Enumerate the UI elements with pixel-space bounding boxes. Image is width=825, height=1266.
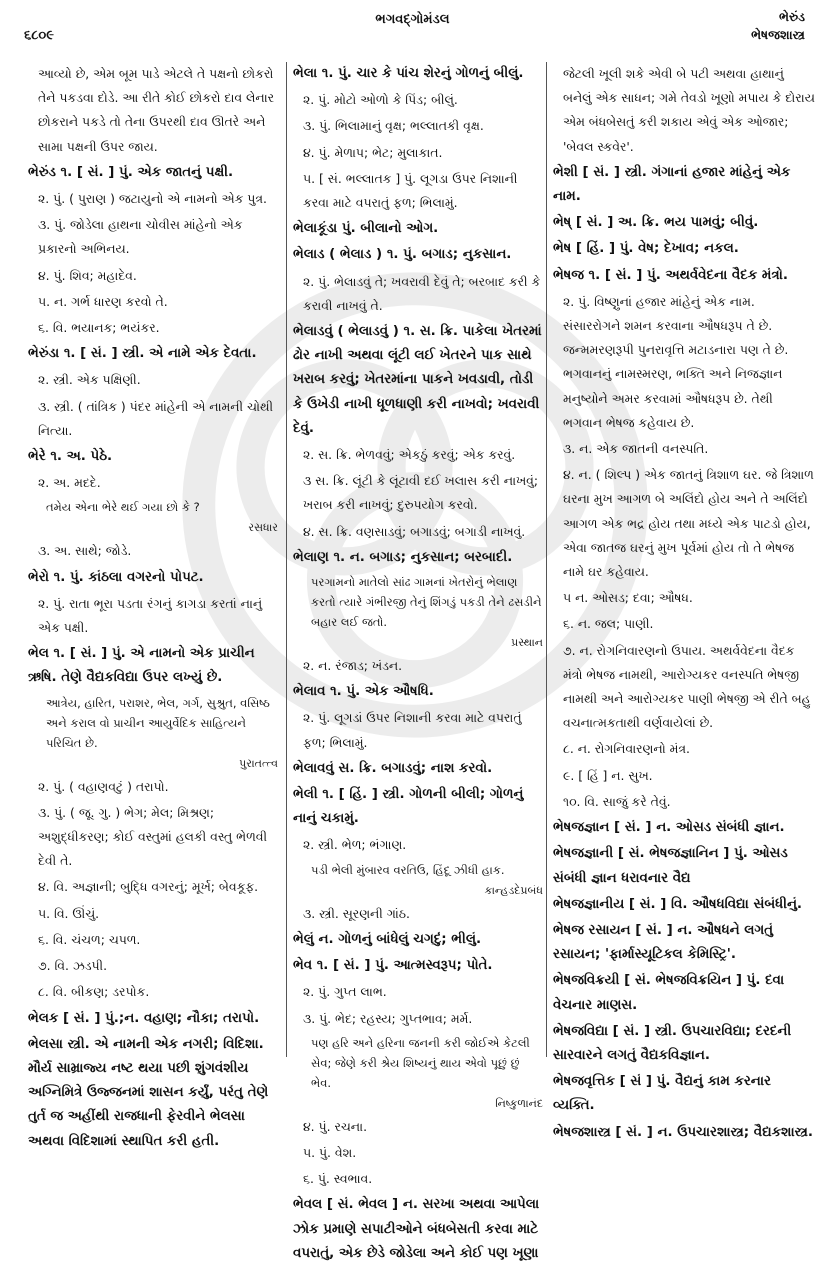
guide-word-first: ભેરુંડ xyxy=(778,9,805,24)
dictionary-entry xyxy=(28,642,278,690)
headword: ભેશી xyxy=(553,164,583,180)
dictionary-entry xyxy=(553,842,815,890)
sense-definition: ૬. વિ. ભયાનક; ભયંકર. xyxy=(38,320,160,336)
headword: ભેવલ xyxy=(293,1197,327,1213)
definition: ૧. અ. પેઠે. xyxy=(50,449,113,465)
sense-definition: ૬. વિ. ચંચળ; ચપળ. xyxy=(38,931,141,947)
headword: ભેલાડ xyxy=(293,247,330,263)
definition: [ હિં. ] પું. વેષ; દેખાવ; નકલ. xyxy=(575,241,739,257)
continued-text: જેટલી ખૂલી શકે એવી બે પટી અથવા હાથાનું બનેલું એક સાધન; ગમે તેવડો ખૂણો મપાય કે દોરાય એમ બંધબેસતું કરી શકાય એવું એક ઓજાર; 'બેવલ સ્કવેર'. xyxy=(563,66,815,154)
guide-words xyxy=(751,8,805,44)
sense-definition: ૨. સ્ત્રી. ભેળ; ભંગાણ. xyxy=(303,837,407,853)
dictionary-entry xyxy=(28,342,278,366)
dictionary-entry xyxy=(553,893,815,917)
definition: [ સં. ભેષજજ્ઞાનિન ] પું. ઓસડ સંબંધી જ્ઞાન ધરાવનાર વૈદ્ય xyxy=(553,846,788,886)
sense-definition: ૨. પું. લૂગડાં ઉપર નિશાની કરવા માટે વપરાતું ફળ; ભિલામું. xyxy=(303,710,522,750)
sense-definition: ૪. પું. શિવ; મહાદેવ. xyxy=(38,267,137,283)
headword: ભેલી xyxy=(293,787,323,803)
headword: ભેરે xyxy=(28,449,51,465)
definition: ૧. [ સં. ] પું. આત્મસ્વરૂપ; પોતે. xyxy=(316,958,493,974)
sense-definition: ૩. પું. જોડેલા હાથના ચોવીસ માંહેનો એક પ્રકારનો અભિનય. xyxy=(38,217,243,257)
column-1 xyxy=(28,62,278,1149)
sense-definition: ૧૦. વિ. સાજું કરે તેવું. xyxy=(563,793,671,809)
definition: ૧. [ હિં. ] સ્ત્રી. ગોળની બીલી; ગોળનું નાનું ચકામું. xyxy=(293,787,524,827)
headword: ભેષજ xyxy=(553,267,589,283)
column-3 xyxy=(546,62,815,1140)
headword: ભેષજજ્ઞાની xyxy=(553,846,618,862)
citation-source: રસધાર xyxy=(248,521,278,535)
sense-definition: ૭. વિ. ઝડપી. xyxy=(38,958,108,974)
definition: ( ભેલાડ ) ૧. પું. બગાડ; નુકસાન. xyxy=(329,247,512,263)
dictionary-entry xyxy=(553,1020,815,1068)
definition: [ સં. ] સ્ત્રી. ઉપચારવિદ્યા; દરદની સારવારને લગતું વૈદ્યકવિજ્ઞાન. xyxy=(553,1023,792,1063)
headword: ભેષજજ્ઞાનીય xyxy=(553,896,629,912)
definition: [ સં. ભેવલ ] ન. સરખા અથવા આપેલા ઝોક પ્રમાણે સપાટીઓને બંધબેસતી કરવા માટે વપરાતું, એક છેડે જોડેલા અને કોઈ પણ ખૂણા xyxy=(293,1197,540,1261)
sense-definition: ૨. પું. ( વહાણવટું ) તરાપો. xyxy=(38,778,169,794)
column-2 xyxy=(286,62,543,1261)
definition: ૧. [ સં. ] પું. એક જાતનું પક્ષી. xyxy=(60,164,234,180)
definition: સ. ક્રિ. બગાડવું; નાશ કરવો. xyxy=(338,760,493,776)
definition: [ સં. ] પું.;ન. વહાણ; નૌકા; તરાપો. xyxy=(62,1010,260,1026)
headword: ભેરો xyxy=(28,569,54,585)
definition: [ સં. ] સ્ત્રી. ગંગાનાં હજાર માંહેનું એક નામ. xyxy=(553,164,791,205)
headword: ભેલાવ xyxy=(293,684,331,700)
guide-word-last: ભેષજશાસ્ત્ર xyxy=(751,27,805,42)
dictionary-entry xyxy=(293,1193,543,1266)
dictionary-entry xyxy=(553,919,815,967)
sense-definition: ૨. પું. વિષ્ણુનાં હજાર માંહેનું એક નામ. સંસારરોગને શમન કરવાના ઔષધરૂપ તે છે. જન્મમરણરૂપી પુનરાવૃત્તિ મટાડનારા પણ તે છે. ભગવાનનું નામસ્મરણ, ભક્તિ અને નિજજ્ઞાન મનુષ્યોને અમર કરવામાં ઔષધરૂપ છે. તેથી ભગવાન ભેષજ કહેવાય છે. xyxy=(563,293,789,430)
citation-quote: તમેય એના ભેરે થઈ ગયા છો કે ? xyxy=(46,500,200,515)
definition: ન. ગોળનું બાંધેલું ચગદું; ભીલું. xyxy=(318,931,482,947)
sense-definition: ૪. પું. મેળાપ; ભેટ; મુલાકાત. xyxy=(303,144,443,160)
sense-definition: ૨. ન. રંજાડ; ખંડન. xyxy=(303,658,403,674)
headword: ભેલાડવું xyxy=(293,324,338,340)
book-title: ભગવદ્‍ગોમંડલ xyxy=(375,12,450,27)
sense-definition: ૮. ન. રોગનિવારણનો મંત્ર. xyxy=(563,741,690,757)
dictionary-entry xyxy=(293,217,543,241)
sense-definition: ૬. પું. સ્વભાવ. xyxy=(303,1171,373,1187)
dictionary-entry xyxy=(293,62,543,86)
sense-definition: ૫ ન. ઓસડ; દવા; ઔષધ. xyxy=(563,590,693,606)
page-number: ૬૮૦૯ xyxy=(24,28,54,43)
sense-definition: ૫. પું. વેશ. xyxy=(303,1144,357,1160)
dictionary-entry xyxy=(28,445,278,469)
citation-source: નિષ્કુળાનંદ xyxy=(495,1096,543,1110)
sense-definition: ૩. ન. એક જાતની વનસ્પતિ. xyxy=(563,441,709,457)
definition: [ સં. ] ન. ઓસડ સંબંધી જ્ઞાન. xyxy=(614,820,785,836)
definition: ( ભેલાડવું ) ૧. સ. ક્રિ. પાકેલા ખેતરમાં ઢોર નાખી અથવા લૂંટી લઈ ખેતરને પાક સાથે ખરાબ કરવું; ખેતરમાંના પાકને ખવડાવી, તોડી કે ઉખેડી નાખી ધૂળધાણી કરી નાખવો; ખવરાવી દેવું. xyxy=(293,324,542,436)
definition: ૧. [ સં. ] પું. એ નામનો એક પ્રાચીન ઋષિ. તેણે વૈદ્યકવિદ્યા ઉપર લખ્યું છે. xyxy=(28,646,255,686)
headword: ભેષજશાસ્ત્ર xyxy=(553,1124,616,1140)
sense-definition: ૪. વિ. અજ્ઞાની; બુદ્ધિ વગરનું; મૂર્ખ; બેવકૂફ. xyxy=(38,879,259,895)
sense-definition: ૮. વિ. બીકણ; ડરપોક. xyxy=(38,984,150,1000)
headword: ભેષજવૃત્તિક xyxy=(553,1074,620,1090)
headword: ભેલા xyxy=(293,66,322,81)
headword: ભેલાકૂંડા xyxy=(293,221,342,237)
headword: ભેષ xyxy=(553,241,576,257)
definition: ૧. પું. કાંઠલા વગરનો પોપટ. xyxy=(53,569,204,585)
headword: ભેષજવિક્રયી xyxy=(553,973,625,989)
citation-quote: પડી ભેલી મુંબારવ વરતિઉ, હિંદૂ ઝીધી હાક. xyxy=(311,862,505,877)
definition: [ સં ] પું. વૈદ્યનું કામ કરનાર વ્યક્તિ. xyxy=(553,1074,771,1114)
sense-definition: ૨. પું. ગુપ્ત લાભ. xyxy=(303,984,387,1000)
dictionary-entry xyxy=(28,161,278,185)
dictionary-entry xyxy=(553,161,815,209)
definition: ૧. પું. ચાર કે પાંચ શેરનું ગોળનું બીલું. xyxy=(321,66,524,81)
dictionary-entry xyxy=(553,816,815,840)
headword: ભેષજ રસાયન xyxy=(553,922,636,938)
citation-quote: આત્રેય, હારિત, પરાશર, ભેલ, ગર્ગ, સુશ્રુત, વસિષ્ઠ અને કરાલ વો પ્રાચીન આયુર્વેદિક સાહિત્યને પરિચિત છે. xyxy=(46,695,270,750)
sense-definition: ૩ સ. ક્રિ. લૂંટી કે લૂંટાવી દઈ ખલાસ કરી નાખવું; ખરાબ કરી નાખવું; દુરુપયોગ કરવો. xyxy=(303,473,539,513)
dictionary-entry xyxy=(28,1033,278,1154)
dictionary-entry xyxy=(293,757,543,781)
definition: ૧. પું. એક ઔષધિ. xyxy=(330,684,434,700)
sense-definition: ૩. પું. ભિલામાનું વૃક્ષ; ભલ્લાતકી વૃક્ષ. xyxy=(303,118,484,134)
dictionary-entry xyxy=(293,320,543,441)
sense-definition: ૫. વિ. ઊંચું. xyxy=(38,905,100,921)
sense-definition: ૪. ન. ( શિલ્પ ) એક જાતનું ત્રિશાળ ઘર. જે ત્રિશાળ ઘરના મુખ આગળ બે અલિંદો હોય અને તે અલિંદો આગળ એક ભદ્ર હોય તથા મધ્યે એક પાટડો હોય, એવા જાતજ ઘરનું મુખ પૂર્વમાં હોય તો તે ભેષજ નામે ઘર કહેવાય. xyxy=(563,467,814,580)
sense-definition: ૨. પું. ( પુરાણ ) જટાયુનો એ નામનો એક પુત્ર. xyxy=(38,191,267,207)
citation-source: પ્રસ્થાન xyxy=(511,636,543,650)
definition: ૧. [ સં. ] સ્ત્રી. એ નામે એક દેવતા. xyxy=(63,346,257,362)
dictionary-entry xyxy=(293,680,543,704)
sense-definition: ૩. સ્ત્રી. સૂરણની ગાંઠ. xyxy=(303,905,410,921)
sense-definition: ૬. ન. જલ; પાણી. xyxy=(563,616,654,632)
dictionary-entry xyxy=(293,954,543,978)
sense-definition: ૩. અ. સાથે; જોડે. xyxy=(38,543,132,559)
headword: ભેરુંડ xyxy=(28,164,61,180)
sense-definition: ૭. ન. રોગનિવારણનો ઉપાય. અથર્વવેદના વૈદક મંત્રો ભેષજ નામથી, આરોગ્યકર વનસ્પતિ ભેષજી નામથી અને આરોગ્યકર પાણી ભેષજી એ રીતે બહુ વચનાત્મકતાથી વર્ણવાયેલાં છે. xyxy=(563,642,811,731)
headword: ભેષ્ xyxy=(553,215,576,231)
page-header xyxy=(0,0,825,56)
dictionary-entry xyxy=(293,783,543,831)
definition: સ્ત્રી. એ નામની એક નગરી; વિદિશા. મૌર્ય સામ્રાજ્ય નષ્ટ થયા પછી શુંગવંશીય અગ્નિમિત્રે ઉજ્જનમાં શાસન કર્યું, પરંતુ તેણે તુર્ત જ અહીંથી રાજધાની ફેરવીને ભેલસા અથવા વિદિશામાં સ્થાપિત કરી હતી. xyxy=(28,1036,269,1149)
definition: ૧. [ સં. ] પું. અથર્વવેદના વૈદક મંત્રો. xyxy=(588,267,788,283)
definition: [ સં. ] ન. ઔષધને લગતું રસાયન; 'ફાર્માસ્યૂટિકલ કેમિસ્ટ્રિ'. xyxy=(553,922,774,963)
sense-definition: ૩. પું. ( જૂ. ગુ. ) ભેગ; મેલ; મિશ્રણ; અશુદ્ધીકરણ; કોઈ વસ્તુમાં હલકી વસ્તુ ભેળવી દેવી તે. xyxy=(38,804,267,869)
definition: પું. બીલાનો ઓગ. xyxy=(341,221,439,237)
headword: ભેષજવિદ્યા xyxy=(553,1023,613,1039)
sense-definition: ૩. સ્ત્રી. ( તાંત્રિક ) પંદર માંહેની એ નામની ચોથી નિત્યા. xyxy=(38,398,274,438)
dictionary-entry xyxy=(28,1007,278,1031)
headword: ભેલું xyxy=(293,931,319,947)
sense-definition: ૨. સ. ક્રિ. ભેળવવું; એકઠું કરવું; એક કરવું. xyxy=(303,447,516,463)
definition: ૧. ન. બગાડ; નુકસાન; બરબાદી. xyxy=(333,549,513,565)
sense-definition: ૯. [ હિં ] ન. સુખ. xyxy=(563,767,653,783)
sense-definition: ૨. પું. મોટો ઓળો કે પિંડ; બીલું. xyxy=(303,92,458,108)
headword: ભેષજજ્ઞાન xyxy=(553,820,615,836)
citation-source: પુરાતત્ત્વ xyxy=(239,756,278,770)
definition: [ સં. ] ન. ઉપચારશાસ્ત્ર; વૈદ્યકશાસ્ત્ર. xyxy=(615,1124,813,1140)
headword: ભેલક xyxy=(28,1010,63,1026)
dictionary-entry xyxy=(553,211,815,235)
citation-quote: પણ હરિ અને હરિના જનની કરી જોઈએ કેટલી સેવ; જેણે કરી શ્રેય શિષ્યનું થાય એવો પૂછું છું ભેવ. xyxy=(311,1035,530,1090)
sense-definition: ૪. પું. રચના. xyxy=(303,1118,368,1134)
sense-definition: ૪. સ. ક્રિ. વણસાડવું; બગાડવું; બગાડી નાખવું. xyxy=(303,523,526,539)
sense-definition: ૨. પું. ભેલાડવું તે; ખવરાવી દેવું તે; બરબાદ કરી કે કરાવી નાખવું તે. xyxy=(303,273,541,313)
sense-definition: ૫. ન. ગર્ભ ધારણ કરવો તે. xyxy=(38,293,168,309)
headword: ભેલાણ xyxy=(293,549,334,565)
dictionary-entry xyxy=(293,243,543,267)
definition: [ સં. ] વિ. ઔષધવિદ્યા સંબંધીનું. xyxy=(628,896,803,912)
sense-definition: ૨. પું. રાતા ભૂરા પડતા રંગનું કાગડા કરતાં નાનું એક પક્ષી. xyxy=(38,595,263,636)
citation-source: કાન્હડદેપ્રબંધ xyxy=(484,883,543,897)
sense-definition: ૩. પું. ભેદ; રહસ્ય; ગુપ્તભાવ; મર્મ. xyxy=(303,1010,473,1026)
dictionary-entry xyxy=(293,546,543,570)
dictionary-entry xyxy=(553,1121,815,1145)
dictionary-entry xyxy=(28,566,278,590)
headword: ભેલ xyxy=(28,646,54,662)
dictionary-entry xyxy=(553,237,815,261)
dictionary-entry xyxy=(553,264,815,288)
dictionary-entry xyxy=(553,969,815,1017)
definition: [ સં. ભેષજવિક્રયિન ] પું. દવા વેચનાર માણસ. xyxy=(553,973,785,1013)
headword: ભેવ xyxy=(293,958,317,974)
dictionary-entry xyxy=(293,928,543,952)
sense-definition: ૨. સ્ત્રી. એક પક્ષિણી. xyxy=(38,372,141,388)
headword: ભેલસા xyxy=(28,1036,68,1052)
dictionary-entry xyxy=(553,1070,815,1118)
definition: [ સં. ] અ. ક્રિ. ભય પામવું; બીવું. xyxy=(575,215,759,231)
sense-definition: ૫. [ સં. ભલ્લાતક ] પું. લૂગડા ઉપર નિશાની કરવા માટે વપરાતું ફળ; ભિલામું. xyxy=(303,170,518,211)
headword: ભેલાવવું xyxy=(293,760,339,776)
headword: ભેરુંડા xyxy=(28,346,64,362)
continued-text: આવ્યો છે, એમ બૂમ પાડે એટલે તે પક્ષનો છોકરો તેને પકડવા દોડે. આ રીતે કોઈ છોકરો દાવ લેનાર છોકરાને પકડે તો તેના ઉપરથી દાવ ઊતરે અને સામા પક્ષની ઉપર જાય. xyxy=(38,66,275,154)
citation-quote: પરગામનો માતેલો સાંઢ ગામનાં ખેતરોનું ભેલાણ કરતો ત્યારે ગંભીરજી તેનું શિંગડું પકડી તેને ઢસડીને બહાર લઈ જતો. xyxy=(311,575,542,630)
sense-definition: ૨. અ. મદદે. xyxy=(38,475,101,491)
